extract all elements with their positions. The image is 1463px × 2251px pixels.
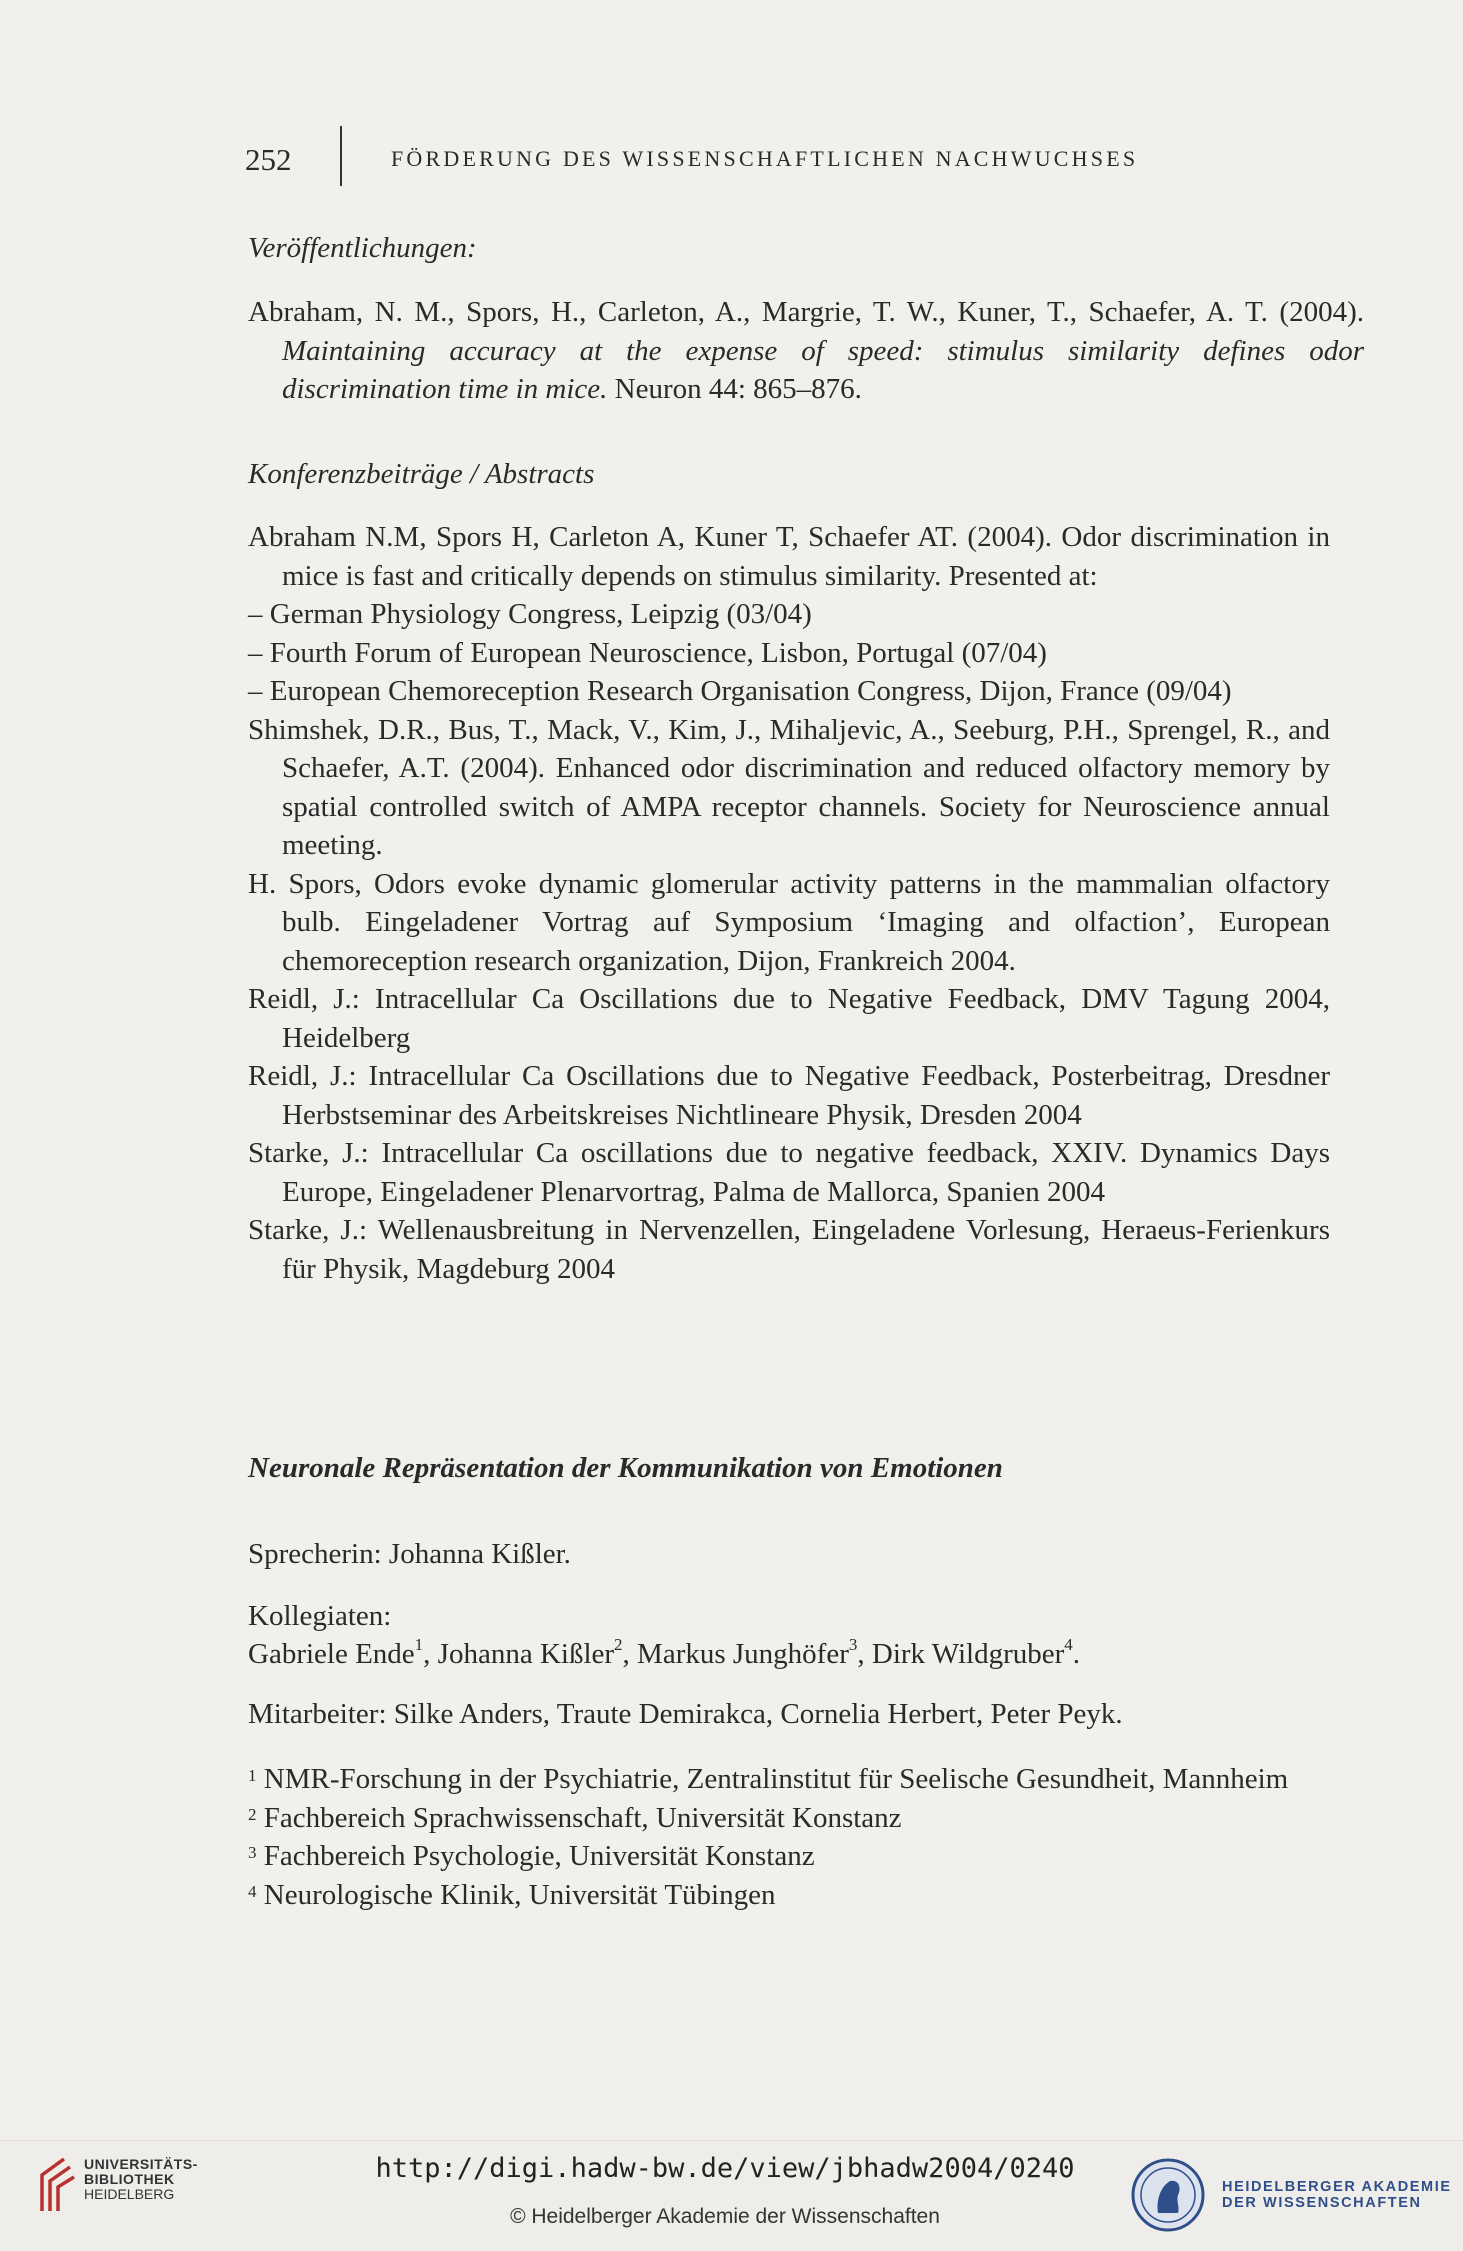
conference-entry: Shimshek, D.R., Bus, T., Mack, V., Kim, J., Mihaljevic, A., Seeburg, P.H., Sprengel, R., and Schaefer, A.T. (2004). Enhanced odor discrimination and reduced olfactory memory by spatial controlled switch of AMPA receptor channels. Society for Neuroscience annual meeting. — [248, 713, 1330, 861]
library-line: UNIVERSITÄTS- — [84, 2156, 198, 2172]
footnote-text: NMR-Forschung in der Psychiatrie, Zentralinstitut für Seelische Gesundheit, Mannheim — [263, 1763, 1289, 1795]
publications-label: Veröffentlichungen: — [248, 232, 477, 264]
footnote — [248, 1760, 1330, 1799]
library-line: HEIDELBERG — [84, 2186, 175, 2202]
collegiates-label: Kollegiaten: — [248, 1600, 392, 1632]
copyright-notice: © Heidelberger Akademie der Wissenschaften — [510, 2205, 940, 2228]
academy-line: DER WISSENSCHAFTEN — [1222, 2195, 1422, 2211]
presentation-item: – European Chemoreception Research Organisation Congress, Dijon, France (09/04) — [248, 675, 1232, 707]
academy-seal-icon — [1130, 2157, 1206, 2233]
conference-label: Konferenzbeiträge / Abstracts — [248, 458, 595, 490]
footnote-number: 3 — [248, 1843, 257, 1862]
footnote — [248, 1799, 1330, 1838]
footnote-number: 1 — [248, 1766, 257, 1785]
conference-entry: Reidl, J.: Intracellular Ca Oscillations due to Negative Feedback, DMV Tagung 2004, Heidelberg — [248, 983, 1330, 1054]
academy-line: HEIDELBERGER AKADEMIE — [1222, 2179, 1452, 2195]
publication-authors: Abraham, N. M., Spors, H., Carleton, A., Margrie, T. W., Kuner, T., Schaefer, A. T. (2004). — [248, 296, 1364, 328]
document-url-link[interactable]: http://digi.hadw-bw.de/view/jbhadw2004/0240 — [375, 2153, 1075, 2184]
collegiate-name: Johanna Kißler — [437, 1638, 615, 1670]
collegiate-name: Gabriele Ende — [248, 1638, 415, 1670]
footnote-marker: 3 — [848, 1635, 858, 1654]
separator: , — [857, 1638, 872, 1670]
conference-entry: H. Spors, Odors evoke dynamic glomerular activity patterns in the mammalian olfactory bulb. Eingeladener Vortrag auf Symposium ‘Imaging and olfaction’, European chemoreception research organization, Dijon, Frankreich 2004. — [248, 867, 1330, 977]
collegiate-name: Markus Junghöfer — [637, 1638, 849, 1670]
publication-title: Maintaining accuracy at the expense of speed: stimulus similarity defines odor discrimination time in mice. — [282, 334, 1364, 405]
page-number: 252 — [245, 142, 292, 177]
page-header — [245, 142, 1245, 182]
running-title: FÖRDERUNG DES WISSENSCHAFTLICHEN NACHWUCHSES — [391, 146, 1139, 171]
collegiate-name: Dirk Wildgruber — [871, 1638, 1065, 1670]
staff-line: Mitarbeiter: Silke Anders, Traute Demirakca, Cornelia Herbert, Peter Peyk. — [248, 1698, 1123, 1730]
university-library-name — [84, 2157, 198, 2202]
footnote-marker: 4 — [1064, 1635, 1073, 1654]
publication-entry — [248, 293, 1364, 409]
presentation-item: – German Physiology Congress, Leipzig (03/04) — [248, 598, 812, 630]
conference-list — [248, 518, 1330, 1288]
footnote-text: Fachbereich Psychologie, Universität Konstanz — [263, 1840, 815, 1872]
library-line: BIBLIOTHEK — [84, 2171, 175, 2187]
collegiates-list — [248, 1635, 1081, 1671]
footer-bar — [0, 2140, 1463, 2251]
presentation-item: – Fourth Forum of European Neuroscience, Lisbon, Portugal (07/04) — [248, 636, 1047, 669]
footnote-number: 2 — [248, 1804, 257, 1824]
header-divider — [340, 126, 342, 186]
university-library-logo-icon — [34, 2155, 76, 2217]
publication-source: Neuron 44: 865–876. — [614, 373, 862, 405]
footnote — [248, 1837, 1330, 1876]
footnotes — [248, 1760, 1330, 1914]
footnote-text: Fachbereich Sprachwissenschaft, Universität Konstanz — [263, 1801, 902, 1834]
conference-entry: Abraham N.M, Spors H, Carleton A, Kuner T, Schaefer AT. (2004). Odor discrimination in mice is fast and critically depends on stimulus similarity. Presented at: — [248, 521, 1330, 592]
academy-name — [1222, 2179, 1452, 2211]
conference-entry: Starke, J.: Intracellular Ca oscillations due to negative feedback, XXIV. Dynamics Days Europe, Eingeladener Plenarvortrag, Palma de Mallorca, Spanien 2004 — [248, 1137, 1330, 1208]
conference-entry: Reidl, J.: Intracellular Ca Oscillations due to Negative Feedback, Posterbeitrag, Dresdner Herbstseminar des Arbeitskreises Nichtlineare Physik, Dresden 2004 — [248, 1060, 1330, 1131]
footnote-number: 4 — [248, 1881, 257, 1901]
speaker-line: Sprecherin: Johanna Kißler. — [248, 1538, 571, 1570]
footnote-marker: 2 — [614, 1635, 623, 1654]
footnote-marker: 1 — [414, 1635, 424, 1654]
footnote-text: Neurologische Klinik, Universität Tübingen — [263, 1878, 776, 1911]
conference-entry: Starke, J.: Wellenausbreitung in Nervenzellen, Eingeladene Vorlesung, Heraeus-Ferienkurs für Physik, Magdeburg 2004 — [248, 1214, 1330, 1285]
separator: , — [423, 1638, 438, 1670]
footnote — [248, 1876, 1330, 1915]
section-heading: Neuronale Repräsentation der Kommunikation von Emotionen — [248, 1452, 1003, 1484]
separator: . — [1072, 1638, 1081, 1670]
separator: , — [622, 1638, 638, 1670]
